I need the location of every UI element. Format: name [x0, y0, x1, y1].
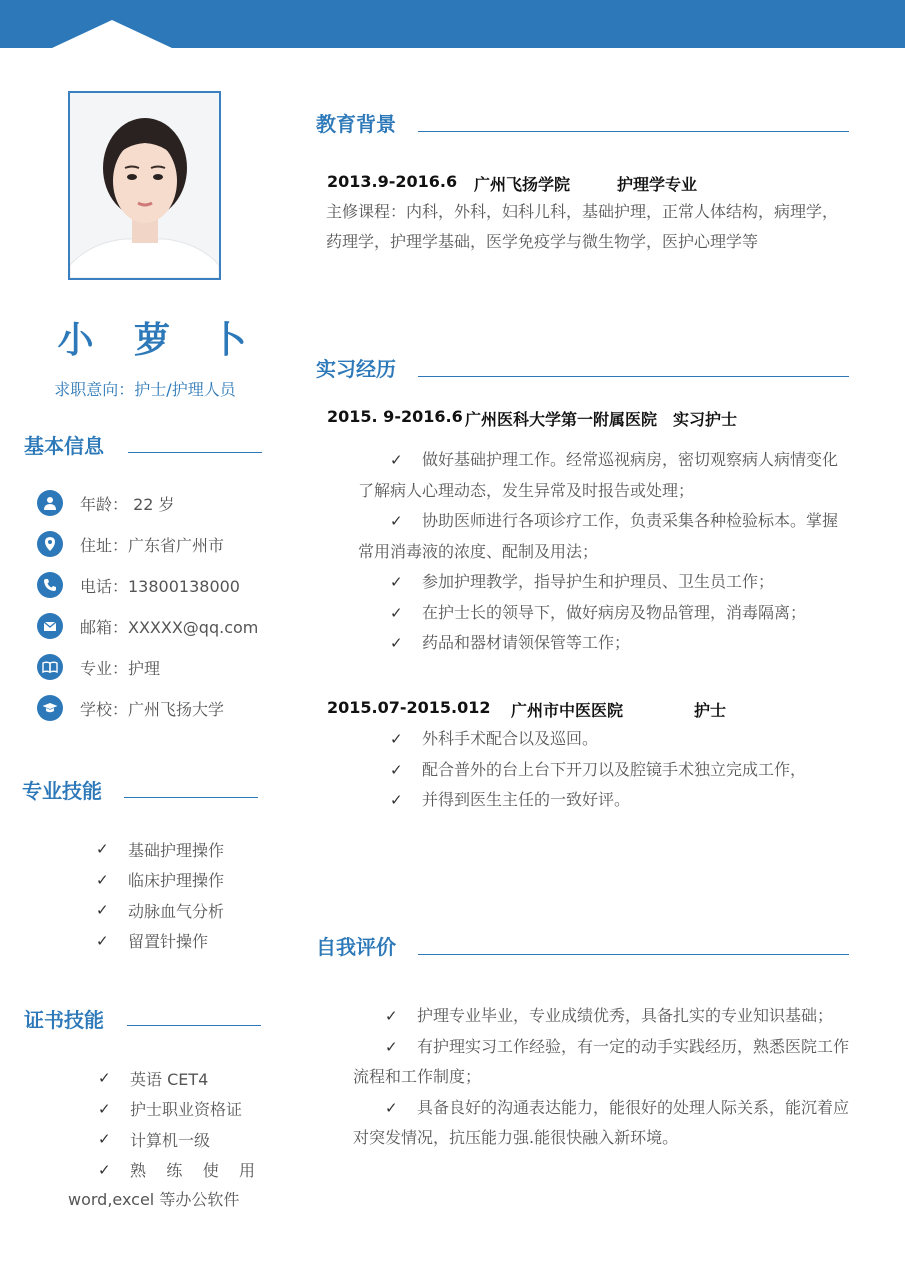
- check-icon: ✓: [385, 1098, 398, 1117]
- book-icon: [37, 654, 63, 680]
- check-icon: ✓: [98, 1069, 111, 1088]
- section-title-skills: 专业技能: [22, 779, 102, 803]
- info-address: [37, 530, 224, 558]
- section-divider: [128, 452, 262, 453]
- check-icon: ✓: [390, 634, 403, 652]
- list-item: ✓ 护士职业资格证: [98, 1099, 243, 1120]
- education-courses: 主修课程：内科，外科，妇科儿科，基础护理，正常人体结构，病理学，药理学，护理学基础，医学免疫学与微生物学，医护心理学等: [326, 202, 839, 251]
- info-phone: [37, 571, 240, 599]
- section-title-internship: 实习经历: [316, 357, 396, 381]
- section-title-basic-info: 基本信息: [24, 434, 104, 458]
- list-item: ✓ 配合普外的台上台下开刀以及腔镜手术独立完成工作，: [358, 755, 848, 786]
- education-school: 广州飞扬学院: [474, 175, 571, 194]
- section-divider: [418, 131, 849, 132]
- info-text: 专业：护理: [80, 658, 161, 678]
- check-icon: ✓: [98, 1160, 111, 1179]
- list-item: ✓ 外科手术配合以及巡回。: [358, 724, 848, 755]
- section-title-education: 教育背景: [316, 112, 396, 136]
- list-item: ✓ 基础护理操作: [96, 840, 225, 860]
- education-period: 2013.9-2016.6: [327, 172, 458, 191]
- check-icon: ✓: [390, 791, 403, 809]
- internship-role: 护士: [694, 701, 727, 720]
- info-text: 电话：13800138000: [80, 576, 240, 596]
- list-item: ✓ 英语 CET4: [98, 1069, 209, 1089]
- profile-photo: [68, 91, 221, 280]
- candidate-name: 小 萝 卜: [57, 320, 261, 361]
- section-divider: [124, 797, 258, 798]
- location-pin-icon: [37, 531, 63, 557]
- info-text: 学校：广州飞扬大学: [80, 699, 225, 719]
- list-item: ✓ 药品和器材请领保管等工作；: [358, 628, 844, 659]
- info-text: 住址：广东省广州市: [80, 535, 225, 555]
- check-icon: ✓: [390, 603, 403, 622]
- check-icon: ✓: [96, 840, 109, 859]
- internship-bullets: [358, 445, 844, 659]
- list-item: ✓ 并得到医生主任的一致好评。: [358, 785, 848, 816]
- education-header: [327, 172, 847, 194]
- info-age: [37, 489, 175, 517]
- phone-icon: [37, 572, 63, 598]
- list-item: ✓ 具备良好的沟通表达能力，能很好的处理人际关系，能沉着应对突发情况，抗压能力强.能很快融入新环境。: [353, 1093, 849, 1154]
- list-item: ✓ 护理专业毕业，专业成绩优秀，具备扎实的专业知识基础；: [353, 1001, 849, 1032]
- internship-header: [327, 698, 847, 720]
- check-icon: ✓: [390, 730, 403, 748]
- section-title-self-eval: 自我评价: [316, 935, 396, 959]
- section-title-certs: 证书技能: [24, 1008, 104, 1032]
- list-item: ✓ 协助医师进行各项诊疗工作，负责采集各种检验标本。掌握常用消毒液的浓度、配制及用法；: [358, 506, 844, 567]
- list-item: ✓ 在护士长的领导下，做好病房及物品管理，消毒隔离；: [358, 598, 844, 629]
- internship-header: [327, 407, 847, 429]
- section-divider: [418, 954, 849, 955]
- list-item: ✓ 临床护理操作: [96, 870, 225, 891]
- internship-role: 实习护士: [673, 410, 738, 429]
- section-divider: [127, 1025, 261, 1026]
- check-icon: ✓: [390, 512, 403, 530]
- list-item: ✓ 有护理实习工作经验，有一定的动手实践经历，熟悉医院工作流程和工作制度；: [353, 1032, 849, 1093]
- check-icon: ✓: [390, 573, 403, 591]
- info-text: 年龄： 22 岁: [80, 494, 175, 514]
- info-major: [37, 653, 160, 681]
- check-icon: ✓: [385, 1037, 398, 1056]
- graduation-cap-icon: [37, 695, 63, 721]
- person-icon: [37, 490, 63, 516]
- list-item: ✓ 参加护理教学，指导护生和护理员、卫生员工作；: [358, 567, 844, 598]
- check-icon: ✓: [96, 870, 109, 889]
- list-item: ✓ 留置针操作: [96, 931, 209, 952]
- education-major: 护理学专业: [617, 175, 698, 194]
- check-icon: ✓: [96, 931, 109, 950]
- check-icon: ✓: [390, 760, 403, 779]
- check-icon: ✓: [96, 901, 109, 920]
- check-icon: ✓: [98, 1099, 111, 1118]
- certs-list: [98, 1063, 255, 1185]
- internship-period: 2015.07-2015.012: [327, 698, 491, 717]
- cert-office-software: word,excel 等办公软件: [68, 1190, 240, 1209]
- check-icon: ✓: [98, 1130, 111, 1149]
- list-item: ✓ 动脉血气分析: [96, 901, 225, 921]
- info-text: 邮箱：XXXXX@qq.com: [80, 617, 259, 637]
- list-item: ✓ 做好基础护理工作。经常巡视病房，密切观察病人病情变化了解病人心理动态，发生异常及时报告或处理；: [358, 445, 844, 506]
- skills-list: [96, 834, 224, 956]
- internship-bullets: [358, 724, 848, 816]
- internship-org: 广州市中医医院: [511, 701, 624, 720]
- mail-icon: [37, 613, 63, 639]
- list-item: ✓ 计算机一级: [98, 1130, 211, 1150]
- job-objective: 求职意向：护士/护理人员: [54, 380, 236, 399]
- internship-org: 广州医科大学第一附属医院: [465, 410, 658, 429]
- check-icon: ✓: [385, 1007, 398, 1025]
- avatar: [70, 93, 219, 278]
- self-eval-bullets: [353, 1001, 849, 1154]
- list-item: ✓ 熟 练 使 用: [98, 1160, 256, 1181]
- internship-period: 2015. 9-2016.6: [327, 407, 463, 426]
- check-icon: ✓: [390, 451, 403, 469]
- info-school: [37, 694, 224, 722]
- section-divider: [418, 376, 849, 377]
- header-notch: [0, 0, 905, 50]
- info-email: [37, 612, 258, 640]
